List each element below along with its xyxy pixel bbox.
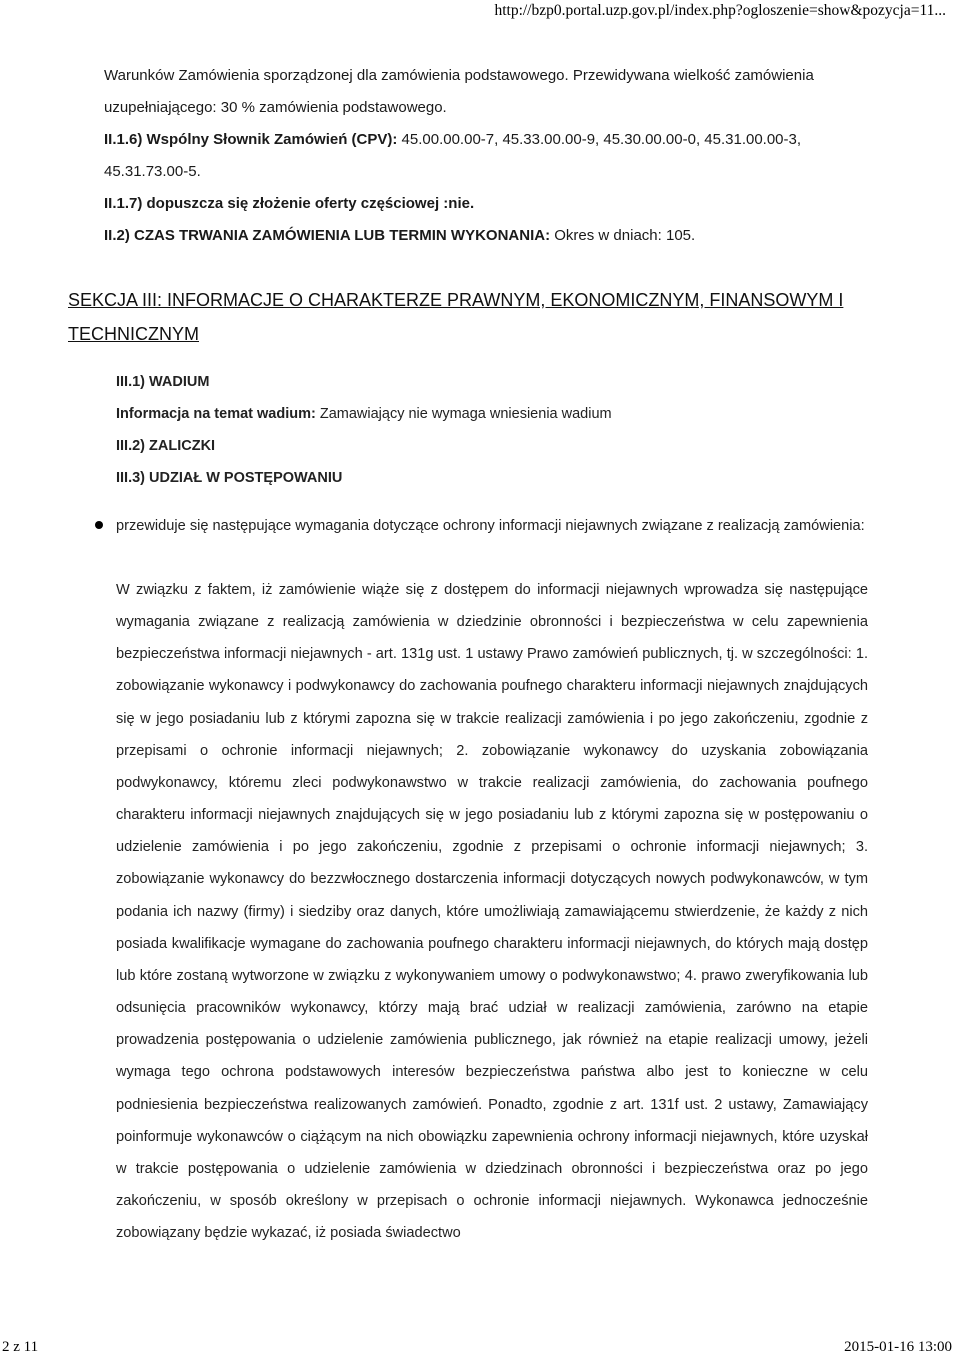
cpv-paragraph: [104, 124, 864, 188]
partial-offer-value: nie.: [448, 195, 475, 212]
wadium-value: Zamawiający nie wymaga wniesienia wadium: [315, 406, 612, 422]
cpv-value: 45.00.00.00-7, 45.33.00.00-9, 45.30.00.00-0, 45.31.00.00-3, 45.31.73.00-5.: [104, 131, 802, 180]
page-url: http://bzp0.portal.uzp.gov.pl/index.php?ogloszenie=show&pozycja=11...: [494, 2, 946, 19]
duration-paragraph: [104, 220, 864, 252]
page-number: 2 z 11: [2, 1339, 39, 1355]
bullet-intro: przewiduje się następujące wymagania dotyczące ochrony informacji niejawnych związane z realizacją zamówienia:: [116, 518, 865, 534]
duration-label: II.2) CZAS TRWANIA ZAMÓWIENIA LUB TERMIN WYKONANIA:: [104, 227, 551, 244]
udzial-heading: III.3) UDZIAŁ W POSTĘPOWANIU: [116, 470, 343, 486]
bullet-icon: [95, 521, 103, 529]
print-datetime: 2015-01-16 13:00: [844, 1339, 952, 1355]
partial-offer-paragraph: [104, 188, 864, 220]
section-title: SEKCJA III: INFORMACJE O CHARAKTERZE PRAWNYM, EKONOMICZNYM, FINANSOWYM I TECHNICZNYM: [68, 290, 844, 344]
cpv-label: II.1.6) Wspólny Słownik Zamówień (CPV):: [104, 131, 398, 148]
duration-value: Okres w dniach: 105.: [550, 227, 696, 244]
partial-offer-label: II.1.7) dopuszcza się złożenie oferty częściowej :: [104, 195, 449, 212]
wadium-label: Informacja na temat wadium:: [116, 406, 316, 422]
intro-paragraph: Warunków Zamówienia sporządzonej dla zamówienia podstawowego. Przewidywana wielkość zamówienia uzupełniającego: 30 % zamówienia podstawowego.: [104, 67, 814, 116]
bullet-body: W związku z faktem, iż zamówienie wiąże się z dostępem do informacji niejawnych wprowadza się następujące wymagania związane z realizacją zamówienia w dziedzinie obronności i bezpieczeństwa w celu zapewnienia bezpieczeństwa informacji niejawnych - art. 131g ust. 1 ustawy Prawo zamówień publicznych, tj. w szczególności: 1. zobowiązanie wykonawcy i podwykonawcy do zachowania poufnego charakteru informacji niejawnych znajdujących się w jego posiadaniu lub z którymi zapozna się w trakcie realizacji zamówienia i po jego zakończeniu, zgodnie z przepisami o ochronie informacji niejawnych; 2. zobowiązanie wykonawcy do uzyskania zobowiązania podwykonawcy, któremu zleci podwykonawstwo w trakcie realizacji zamówienia, do zachowania poufnego charakteru informacji niejawnych znajdujących się w jego posiadaniu lub z którymi zapozna się w postępowaniu o udzielenie zamówienia i po jego zakończeniu, zgodnie z przepisami o ochronie informacji niejawnych; 3. zobowiązanie wykonawcy do bezzwłocznego dostarczenia informacji dotyczących nowych podwykonawców, w tym podania ich nazwy (firmy) i siedziby oraz danych, które umożliwiają zamawiającemu stwierdzenie, że każdy z nich posiada kwalifikacje wymagane do zachowania poufnego charakteru informacji niejawnych, do których mają dostęp lub które zostaną wytworzone w związku z wykonywaniem umowy o podwykonawstwo; 4. prawo zweryfikowania lub odsunięcia pracowników wykonawcy, którzy mają brać udział w realizacji zamówienia, zarówno na etapie prowadzenia postępowania o udzielenie zamówienia publicznego, jak również na etapie realizacji umowy, jeżeli wymaga tego ochrona podstawowych interesów bezpieczeństwa państwa albo jest to konieczne w celu podniesienia bezpieczeństwa realizowanych zamówień. Ponadto, zgodnie z art. 131f ust. 2 ustawy, Zamawiający poinformuje wykonawców o ciążącym na nich obowiązku zapewnienia ochrony informacji niejawnych, które uzyskał w trakcie postępowania o udzielenie zamówienia w dziedzinach obronności i bezpieczeństwa oraz po jego zakończeniu, w sposób określony w przepisach o ochronie informacji niejawnych. Wykonawca jednocześnie zobowiązany będzie wykazać, iż posiada świadectwo: [116, 582, 868, 1242]
zaliczki-heading: III.2) ZALICZKI: [116, 438, 216, 454]
wadium-info: [116, 404, 612, 424]
wadium-heading: III.1) WADIUM: [116, 374, 210, 390]
